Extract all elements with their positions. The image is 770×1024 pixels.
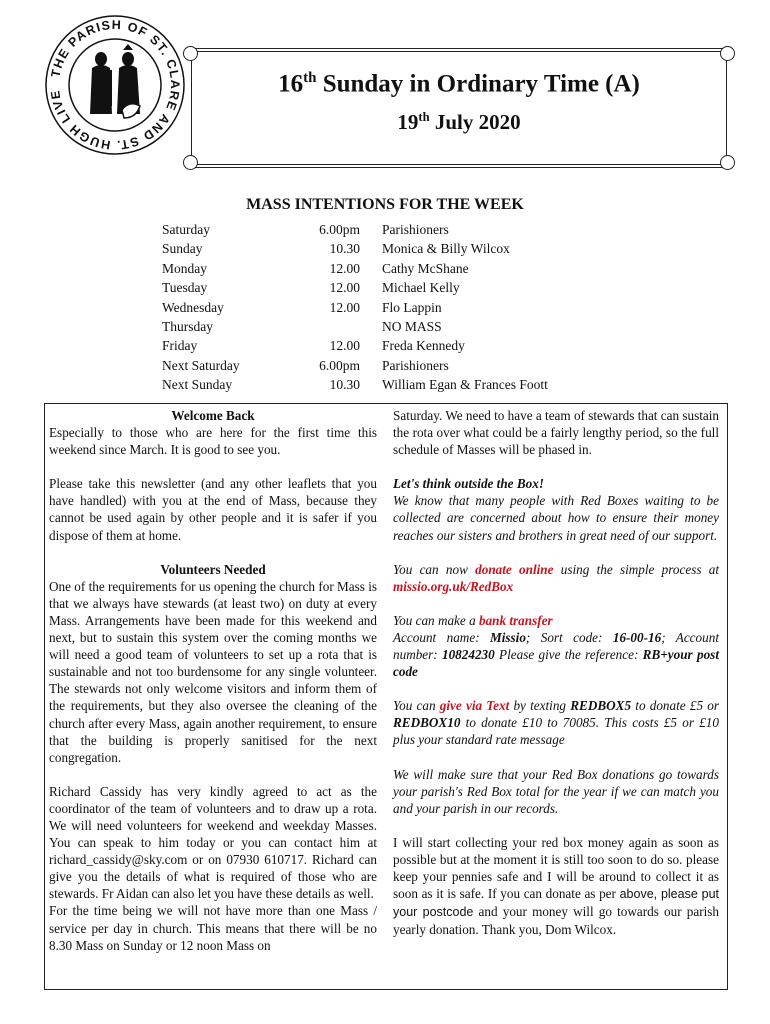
mass-day: Sunday [162,241,203,257]
mass-intention-row [162,261,592,280]
records-paragraph: We will make sure that your Red Box donations go towards your parish's Red Box total for the year if we can match you and your parish in our records. [393,766,719,816]
mass-time: 12.00 [329,299,360,315]
mass-time: 6.00pm [319,357,360,373]
mass-time: 12.00 [329,260,360,276]
mass-day: Tuesday [162,280,208,296]
mass-intention-row [162,241,592,260]
mass-day: Next Saturday [162,357,240,373]
mass-intention: Michael Kelly [382,280,460,296]
collection-paragraph: I will start collecting your red box money again as soon as possible but at the moment it is still too soon to do so. please keep your pennies safe and I will be around to collect it as soon as it is safe. If you can donate as per above, please put your postcode and your money will go towards our parish yearly donation. Thank you, Dom Wilcox. [393,834,719,938]
mass-intention-row [162,338,592,357]
donate-online-paragraph: You can now donate online using the simple process at missio.org.uk/RedBox [393,561,719,594]
mass-intention-row [162,358,592,377]
mass-day: Friday [162,338,198,354]
left-column [49,407,377,954]
missio-link[interactable]: missio.org.uk/RedBox [393,578,514,594]
redbox-paragraph: We know that many people with Red Boxes waiting to be collected are concerned about how to ensure their money reaches our sisters and brothers in great need of our support. [393,493,719,543]
mass-intention: Monica & Billy Wilcox [382,241,510,257]
mass-day: Next Sunday [162,377,233,393]
bank-transfer-paragraph: You can make a bank transfer Account name: Missio; Sort code: 16-00-16; Account number: 10824230 Please give the reference: RB+your post code [393,612,719,680]
mass-time: 12.00 [329,280,360,296]
schedule-paragraph: For the time being we will not have more than one Mass / service per day in church. This means that there will be no 8.30 Mass on Sunday or 12 noon Mass on [49,903,377,953]
volunteers-heading: Volunteers Needed [160,561,266,577]
title-banner [185,48,733,168]
donate-online-text: donate online [475,561,554,577]
mass-intention-row [162,280,592,299]
mass-intentions-table [162,222,592,397]
mass-intention-row [162,222,592,241]
svg-text:THE PARISH OF ST. CLARE AND ST: THE PARISH OF ST. CLARE AND ST. HUGH LIVE [48,17,183,153]
welcome-heading: Welcome Back [171,408,255,423]
mass-time: 12.00 [329,338,360,354]
mass-intention: Flo Lappin [382,299,442,315]
volunteers-paragraph: One of the requirements for us opening the church for Mass is that we always have stewards (at least two) on duty at every Mass. Arrangements have been made for this weekend and next, but to sustain this system over the coming months we will need a good team of volunteers to set up a rota that is sustainable and not too burdensome for any single volunteer. The stewards not only welcome visitors and inform them of the requirements, but they also oversee the cleaning of the church after every Mass, again another requirement, to ensure that the building is properly sanitised for the next congregation. [49,578,377,765]
mass-intention: Parishioners [382,222,449,237]
mass-day: Wednesday [162,299,224,315]
mass-intention: Cathy McShane [382,260,469,276]
mass-intention: William Egan & Frances Foott [382,377,548,393]
welcome-paragraph: Especially to those who are here for the first time this weekend since March. It is good to see you. [49,425,377,458]
mass-intention-row [162,300,592,319]
mass-intention: Freda Kennedy [382,338,465,354]
page-title: 16th Sunday in Ordinary Time (A) [278,70,640,98]
mass-day: Monday [162,260,207,276]
text-donation-paragraph: You can give via Text by texting REDBOX5 to donate £5 or REDBOX10 to donate £10 to 70085. This costs £5 or £10 plus your standard rate message [393,698,719,748]
mass-time: 10.30 [329,377,360,393]
mass-time: 10.30 [329,241,360,257]
mass-day: Saturday [162,222,210,237]
parish-seal-logo [44,14,186,156]
mass-intention: Parishioners [382,357,449,373]
coordinator-paragraph: Richard Cassidy has very kindly agreed to act as the coordinator of the team of volunteers and to draw up a rota. We will need volunteers for weekend and weekday Masses. You can speak to him today or you can contact him at richard_cassidy@sky.com or on 07930 610717. Richard can give you the details of what is required of those who are stewards. Fr Aidan can also let you have these details as well. [49,783,377,902]
redbox-heading: Let's think outside the Box! [393,476,544,492]
mass-day: Thursday [162,318,213,334]
continued-paragraph: Saturday. We need to have a team of stewards that can sustain the rota over what could be a fairly lengthy period, so the full schedule of Masses will be phased in. [393,408,719,458]
mass-intention: NO MASS [382,318,442,334]
right-column [393,407,719,938]
mass-intention-row [162,319,592,338]
newsletter-paragraph: Please take this newsletter (and any other leaflets that you have handled) with you at the end of Mass, because they cannot be used again by other people and it is safer if you dispose of them at home. [49,476,377,543]
mass-intention-row [162,377,592,396]
page-date: 19th July 2020 [397,110,521,134]
mass-time: 6.00pm [319,222,360,237]
mass-intentions-heading: MASS INTENTIONS FOR THE WEEK [246,196,524,213]
